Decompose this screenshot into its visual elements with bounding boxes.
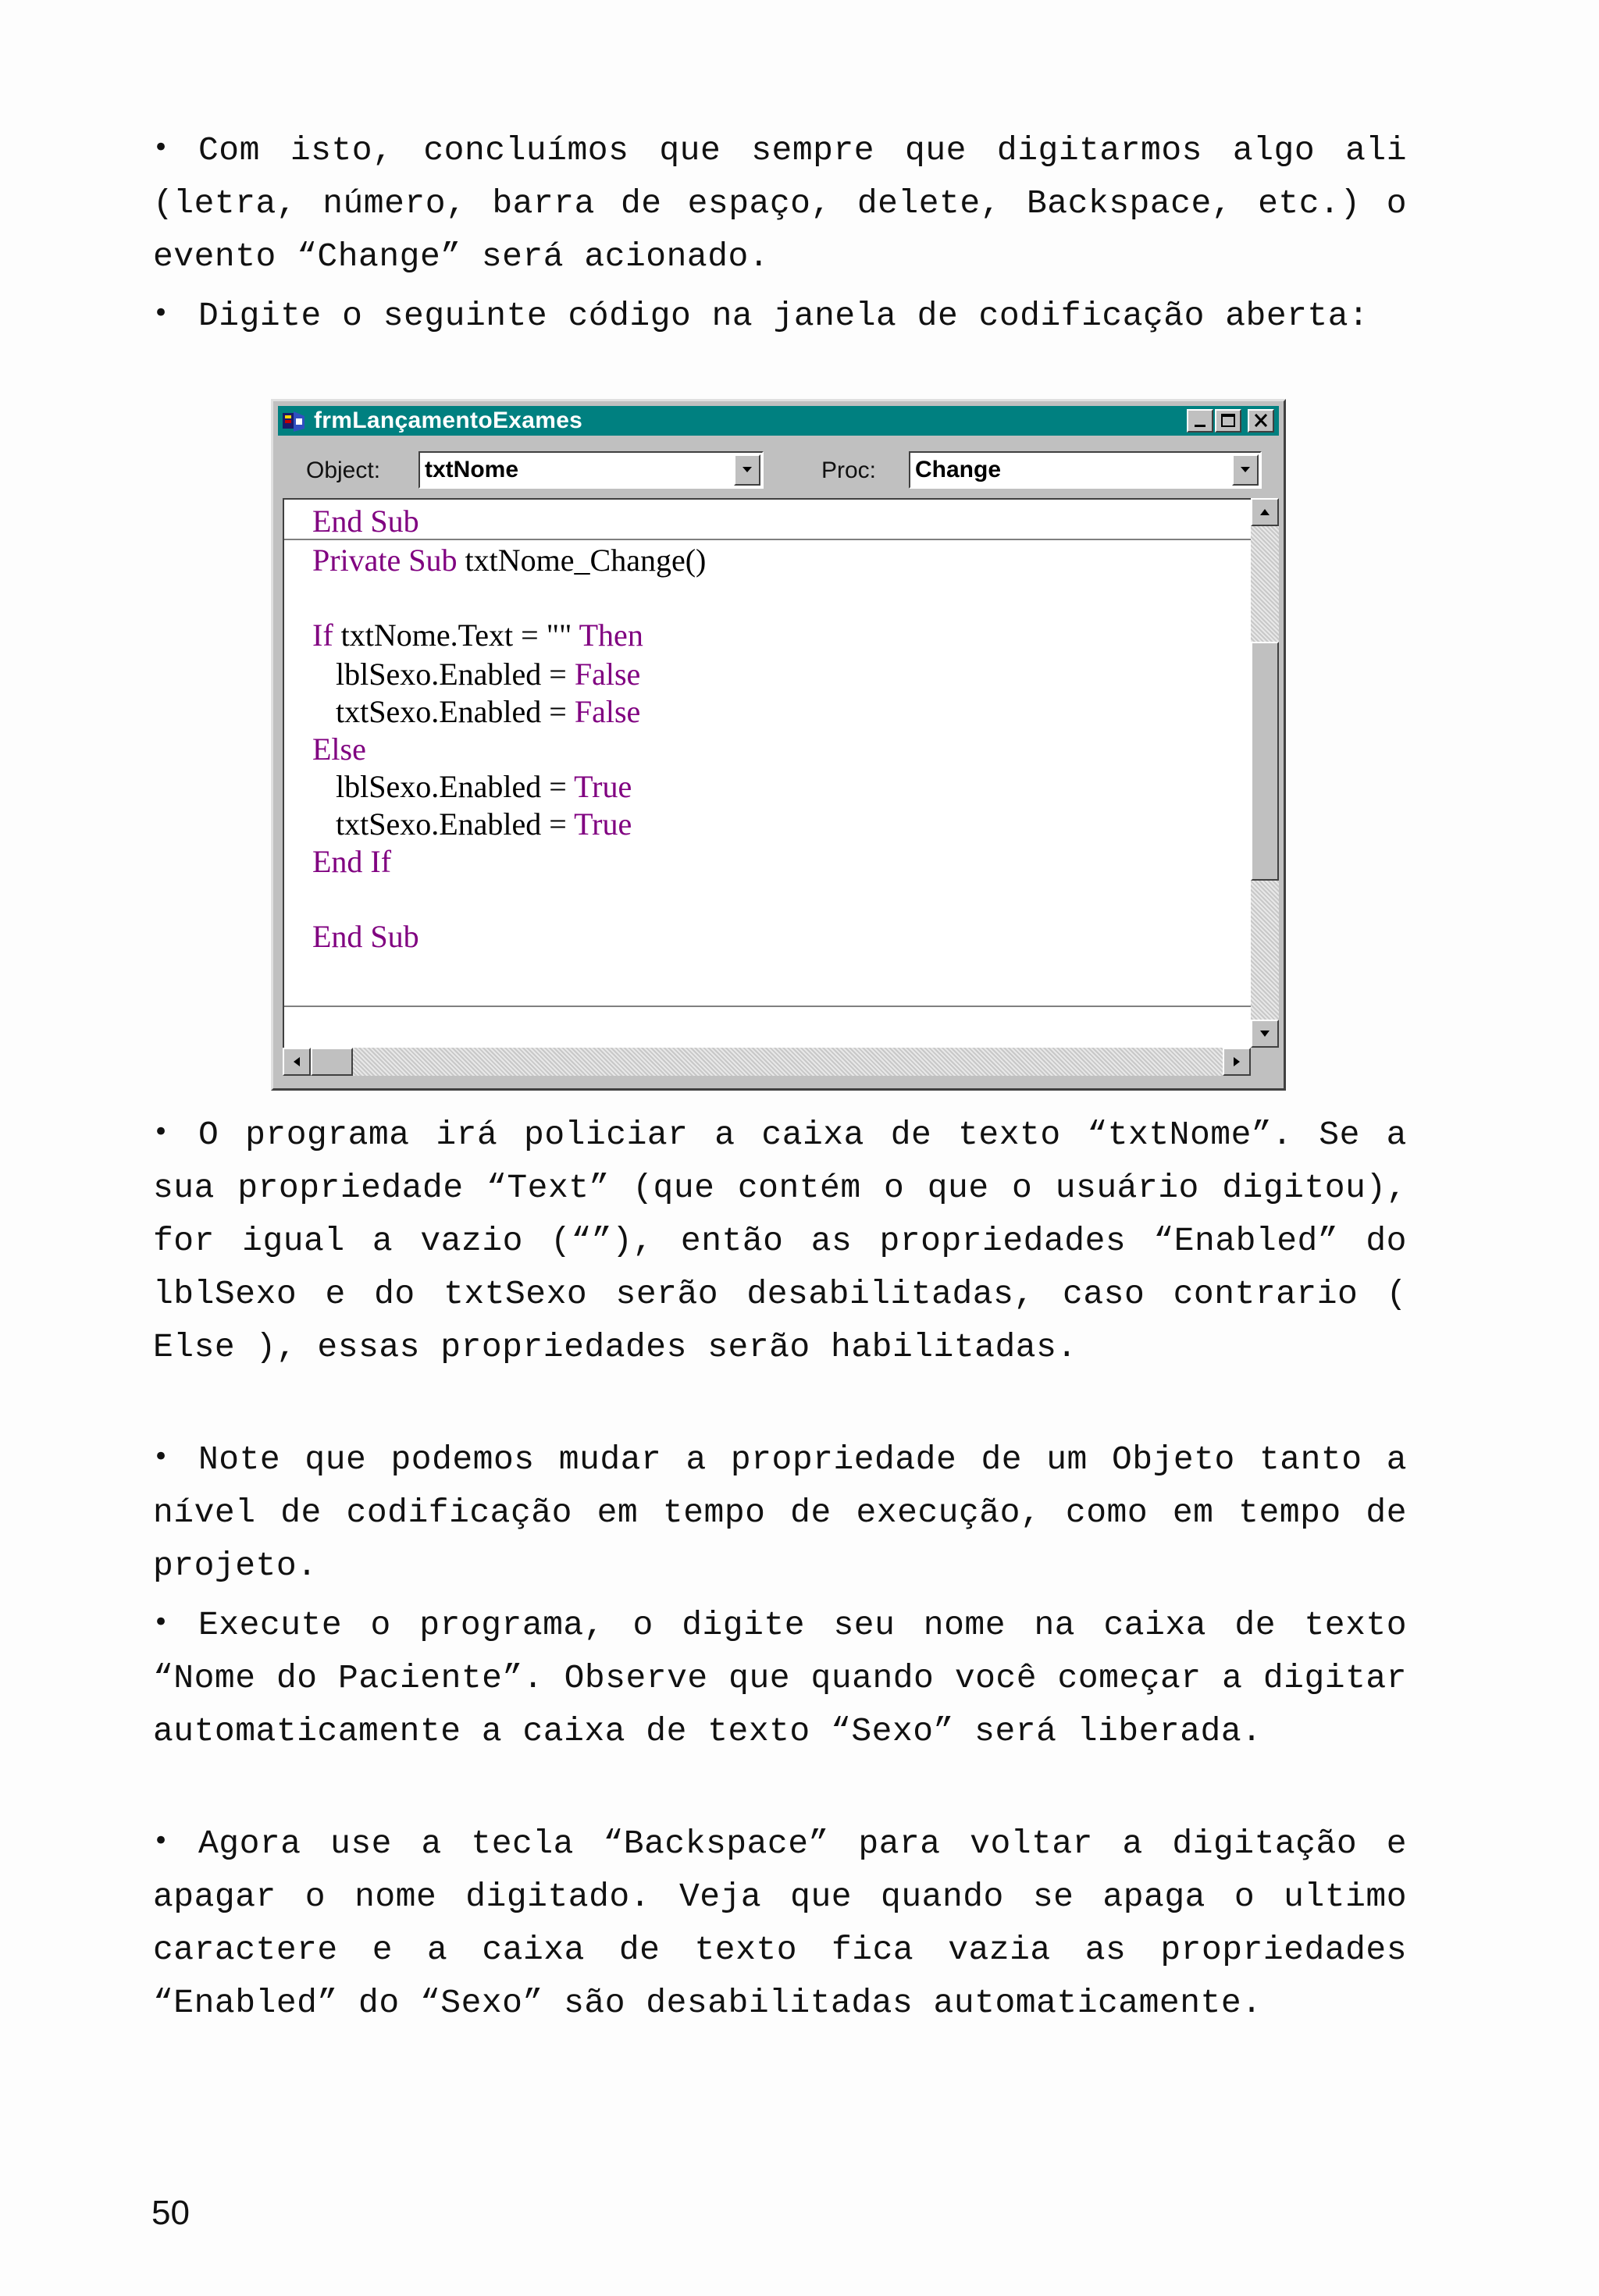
- minimize-icon: [1188, 411, 1212, 431]
- arrow-up-icon: [1252, 500, 1277, 525]
- bullet: •: [153, 132, 169, 163]
- arrow-left-icon: [284, 1049, 309, 1074]
- bullet: •: [153, 297, 169, 329]
- scroll-right-button[interactable]: [1223, 1048, 1251, 1076]
- proc-dropdown[interactable]: [909, 451, 1262, 489]
- code-keyword: Private Sub: [312, 543, 458, 578]
- code-keyword: True: [574, 769, 632, 804]
- vertical-scroll-thumb[interactable]: [1251, 642, 1279, 881]
- maximize-button[interactable]: [1215, 409, 1241, 433]
- proc-label: Proc:: [821, 457, 877, 483]
- scroll-down-button[interactable]: [1251, 1020, 1279, 1048]
- paragraph-property-note: [153, 1430, 1407, 1593]
- scroll-up-button[interactable]: [1251, 498, 1279, 526]
- window-title: frmLançamentoExames: [314, 408, 583, 433]
- code-line: [312, 731, 366, 767]
- bullet: •: [153, 1825, 169, 1856]
- bullet: •: [153, 1116, 169, 1148]
- horizontal-scroll-thumb[interactable]: [311, 1048, 353, 1076]
- code-text: txtSexo.Enabled =: [312, 806, 575, 842]
- vb-app-icon: [281, 408, 306, 433]
- object-label: Object:: [306, 457, 381, 483]
- code-text: txtSexo.Enabled =: [312, 694, 575, 729]
- code-keyword: End Sub: [312, 919, 419, 954]
- paragraph-text: Note que podemos mudar a propriedade de um Objeto tanto a nível de codificação em tempo de execução, como em tempo de projeto.: [153, 1440, 1407, 1585]
- paragraph-text: Agora use a tecla “Backspace” para voltar a digitação e apagar o nome digitado. Veja que quando se apaga o ultimo caractere e a caixa de texto fica vazia as propriedades “Enabled” do “Sexo” são desabilitadas automaticamente.: [153, 1824, 1407, 2022]
- code-line: [312, 768, 632, 805]
- code-keyword: False: [574, 657, 641, 692]
- arrow-right-icon: [1224, 1049, 1249, 1074]
- code-keyword: False: [574, 694, 641, 729]
- code-keyword: End Sub: [312, 504, 419, 539]
- code-line: [312, 918, 419, 955]
- close-button[interactable]: [1248, 409, 1274, 433]
- code-text: lblSexo.Enabled =: [312, 769, 575, 804]
- code-keyword: Else: [312, 732, 366, 767]
- code-text: lblSexo.Enabled =: [312, 657, 575, 692]
- code-line: [312, 617, 643, 653]
- proc-dropdown-value: Change: [915, 457, 1002, 482]
- object-proc-bar: [278, 440, 1279, 497]
- paragraph-text: Execute o programa, o digite seu nome na caixa de texto “Nome do Paciente”. Observe que quando você começar a digitar automaticamente a caixa de texto “Sexo” será liberada.: [153, 1606, 1407, 1750]
- code-line: [312, 843, 391, 880]
- code-line: [312, 503, 419, 539]
- code-editor[interactable]: [283, 498, 1252, 1049]
- paragraph-type-code: [153, 287, 1407, 343]
- paragraph-change-event: [153, 121, 1407, 283]
- size-grip: [1251, 1048, 1279, 1076]
- object-dropdown[interactable]: [418, 451, 764, 489]
- code-keyword: True: [574, 806, 632, 842]
- scroll-left-button[interactable]: [283, 1048, 311, 1076]
- procedure-divider: [284, 539, 1252, 540]
- minimize-button[interactable]: [1187, 409, 1213, 433]
- paragraph-text: Com isto, concluímos que sempre que digitarmos algo ali (letra, número, barra de espaço, delete, Backspace, etc.) o evento “Change” será acionado.: [153, 131, 1407, 276]
- code-keyword: End If: [312, 844, 392, 879]
- code-window: [271, 399, 1286, 1091]
- maximize-icon: [1216, 411, 1240, 431]
- code-keyword: Then: [579, 618, 643, 653]
- paragraph-run-program: [153, 1596, 1407, 1758]
- proc-dropdown-button[interactable]: [1232, 454, 1259, 486]
- code-line: [312, 542, 706, 578]
- chevron-down-icon: [735, 456, 759, 484]
- horizontal-scrollbar[interactable]: [283, 1048, 1251, 1076]
- paragraph-backspace-test: [153, 1814, 1407, 2030]
- code-text: txtNome.Text = "": [333, 618, 579, 653]
- close-icon: [1249, 411, 1273, 431]
- code-text: txtNome_Change(): [457, 543, 707, 578]
- arrow-down-icon: [1252, 1021, 1277, 1046]
- object-dropdown-value: txtNome: [425, 457, 519, 482]
- code-keyword: If: [312, 618, 333, 653]
- object-dropdown-button[interactable]: [734, 454, 760, 486]
- paragraph-program-logic: [153, 1105, 1407, 1374]
- code-line: [312, 656, 640, 692]
- paragraph-text: O programa irá policiar a caixa de texto “txtNome”. Se a sua propriedade “Text” (que contém o que o usuário digitou), for igual a vazio (“”), então as propriedades “Enabled” do lblSexo e do txtSexo serão desabilitadas, caso contrario ( Else ), essas propriedades serão habilitadas.: [153, 1116, 1407, 1366]
- code-line: [312, 693, 640, 730]
- bullet: •: [153, 1441, 169, 1472]
- bullet: •: [153, 1607, 169, 1638]
- procedure-divider: [284, 1006, 1252, 1007]
- title-bar[interactable]: [278, 406, 1279, 436]
- vertical-scrollbar[interactable]: [1251, 498, 1279, 1048]
- page-number: 50: [151, 2194, 190, 2232]
- chevron-down-icon: [1234, 456, 1257, 484]
- code-line: [312, 806, 632, 842]
- paragraph-text: Digite o seguinte código na janela de codificação aberta:: [198, 297, 1369, 335]
